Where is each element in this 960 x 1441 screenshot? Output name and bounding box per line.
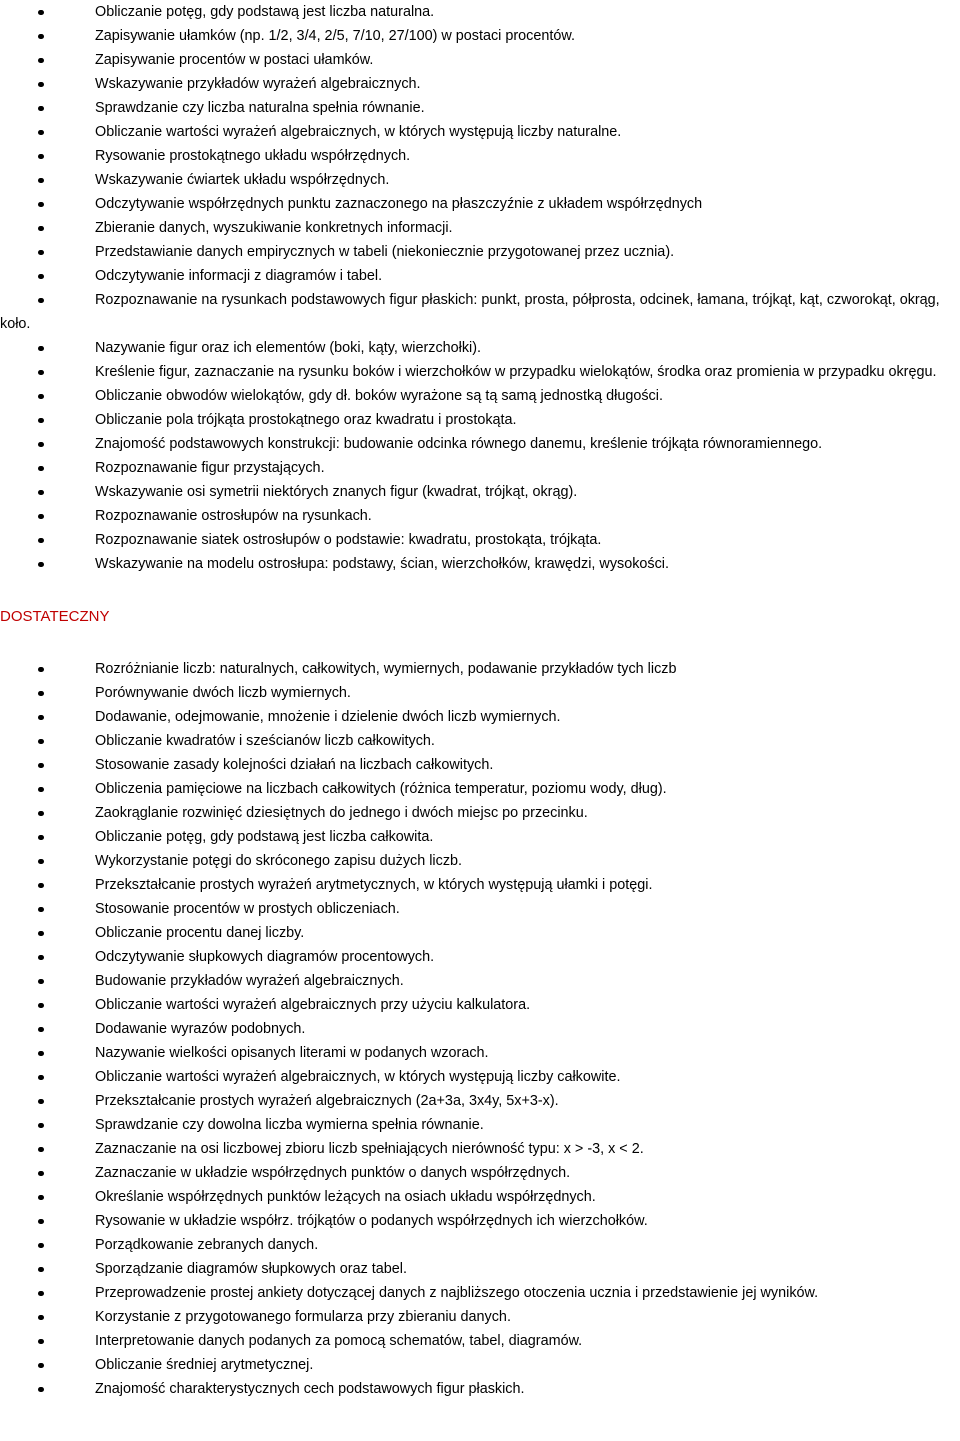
list-item: Znajomość podstawowych konstrukcji: budowanie odcinka równego danemu, kreślenie trójkąta równoramiennego. bbox=[0, 432, 960, 456]
list-item: Dodawanie wyrazów podobnych. bbox=[0, 1017, 960, 1041]
list-item: Wykorzystanie potęgi do skróconego zapisu dużych liczb. bbox=[0, 849, 960, 873]
list-item: Zapisywanie procentów w postaci ułamków. bbox=[0, 48, 960, 72]
list-item: Zapisywanie ułamków (np. 1/2, 3/4, 2/5, 7/10, 27/100) w postaci procentów. bbox=[0, 24, 960, 48]
list-item: Porównywanie dwóch liczb wymiernych. bbox=[0, 681, 960, 705]
list-item: Dodawanie, odejmowanie, mnożenie i dzielenie dwóch liczb wymiernych. bbox=[0, 705, 960, 729]
list-item: Odczytywanie słupkowych diagramów procentowych. bbox=[0, 945, 960, 969]
list-item: Sporządzanie diagramów słupkowych oraz tabel. bbox=[0, 1257, 960, 1281]
list-item: Znajomość charakterystycznych cech podstawowych figur płaskich. bbox=[0, 1377, 960, 1401]
list-item: Wskazywanie przykładów wyrażeń algebraicznych. bbox=[0, 72, 960, 96]
list-item: Sprawdzanie czy dowolna liczba wymierna spełnia równanie. bbox=[0, 1113, 960, 1137]
list-item: Kreślenie figur, zaznaczanie na rysunku boków i wierzchołków w przypadku wielokątów, środka oraz promienia w przypadku okręgu. bbox=[0, 360, 960, 384]
list-item: Przekształcanie prostych wyrażeń arytmetycznych, w których występują ułamki i potęgi. bbox=[0, 873, 960, 897]
list-item: Nazywanie wielkości opisanych literami w podanych wzorach. bbox=[0, 1041, 960, 1065]
list-item: Obliczanie kwadratów i sześcianów liczb całkowitych. bbox=[0, 729, 960, 753]
list-item: Zbieranie danych, wyszukiwanie konkretnych informacji. bbox=[0, 216, 960, 240]
list-item: Rozróżnianie liczb: naturalnych, całkowitych, wymiernych, podawanie przykładów tych liczb bbox=[0, 657, 960, 681]
list-item: Odczytywanie informacji z diagramów i tabel. bbox=[0, 264, 960, 288]
list-item: Obliczanie średniej arytmetycznej. bbox=[0, 1353, 960, 1377]
list-item: Porządkowanie zebranych danych. bbox=[0, 1233, 960, 1257]
list-item: Obliczanie wartości wyrażeń algebraicznych, w których występują liczby naturalne. bbox=[0, 120, 960, 144]
list-item: Wskazywanie na modelu ostrosłupa: podstawy, ścian, wierzchołków, krawędzi, wysokości. bbox=[0, 552, 960, 576]
list-item: Korzystanie z przygotowanego formularza przy zbieraniu danych. bbox=[0, 1305, 960, 1329]
list-item: Przekształcanie prostych wyrażeń algebraicznych (2a+3a, 3x4y, 5x+3-x). bbox=[0, 1089, 960, 1113]
list-item: Stosowanie procentów w prostych obliczeniach. bbox=[0, 897, 960, 921]
section-heading-dostateczny: DOSTATECZNY bbox=[0, 608, 110, 625]
list-item: Rozpoznawanie siatek ostrosłupów o podstawie: kwadratu, prostokąta, trójkąta. bbox=[0, 528, 960, 552]
list-item: Przeprowadzenie prostej ankiety dotyczącej danych z najbliższego otoczenia ucznia i przedstawienie jej wyników. bbox=[0, 1281, 960, 1305]
list-item: Obliczanie obwodów wielokątów, gdy dł. boków wyrażone są tą samą jednostką długości. bbox=[0, 384, 960, 408]
list-item: Budowanie przykładów wyrażeń algebraicznych. bbox=[0, 969, 960, 993]
list-item: Rysowanie prostokątnego układu współrzędnych. bbox=[0, 144, 960, 168]
list-item: Obliczanie procentu danej liczby. bbox=[0, 921, 960, 945]
section-gap bbox=[0, 629, 960, 657]
list-item: Obliczenia pamięciowe na liczbach całkowitych (różnica temperatur, poziomu wody, dług). bbox=[0, 777, 960, 801]
list-item: Obliczanie potęg, gdy podstawą jest liczba naturalna. bbox=[0, 0, 960, 24]
list-item: Rozpoznawanie figur przystających. bbox=[0, 456, 960, 480]
list-item: Zaokrąglanie rozwinięć dziesiętnych do jednego i dwóch miejsc po przecinku. bbox=[0, 801, 960, 825]
list-item: Rysowanie w układzie współrz. trójkątów o podanych współrzędnych ich wierzchołków. bbox=[0, 1209, 960, 1233]
list-item: Rozpoznawanie ostrosłupów na rysunkach. bbox=[0, 504, 960, 528]
list-item: Wskazywanie osi symetrii niektórych znanych figur (kwadrat, trójkąt, okrąg). bbox=[0, 480, 960, 504]
list-item: Nazywanie figur oraz ich elementów (boki, kąty, wierzchołki). bbox=[0, 336, 960, 360]
list-item: Obliczanie potęg, gdy podstawą jest liczba całkowita. bbox=[0, 825, 960, 849]
list-item: Rozpoznawanie na rysunkach podstawowych figur płaskich: punkt, prosta, półprosta, odcinek, łamana, trójkąt, kąt, czworokąt, okrąg, koło. bbox=[0, 288, 960, 336]
section-gap bbox=[0, 576, 960, 605]
list-item: Sprawdzanie czy liczba naturalna spełnia równanie. bbox=[0, 96, 960, 120]
list-item: Stosowanie zasady kolejności działań na liczbach całkowitych. bbox=[0, 753, 960, 777]
list-item: Obliczanie pola trójkąta prostokątnego oraz kwadratu i prostokąta. bbox=[0, 408, 960, 432]
list-item: Odczytywanie współrzędnych punktu zaznaczonego na płaszczyźnie z układem współrzędnych bbox=[0, 192, 960, 216]
list-item: Zaznaczanie na osi liczbowej zbioru liczb spełniających nierówność typu: x > -3, x < 2. bbox=[0, 1137, 960, 1161]
requirements-list-top bbox=[0, 0, 960, 576]
list-item: Obliczanie wartości wyrażeń algebraicznych przy użyciu kalkulatora. bbox=[0, 993, 960, 1017]
list-item: Zaznaczanie w układzie współrzędnych punktów o danych współrzędnych. bbox=[0, 1161, 960, 1185]
list-item: Wskazywanie ćwiartek układu współrzędnych. bbox=[0, 168, 960, 192]
list-item: Interpretowanie danych podanych za pomocą schematów, tabel, diagramów. bbox=[0, 1329, 960, 1353]
list-item: Przedstawianie danych empirycznych w tabeli (niekoniecznie przygotowanej przez ucznia). bbox=[0, 240, 960, 264]
requirements-list-dostateczny bbox=[0, 657, 960, 1401]
list-item: Obliczanie wartości wyrażeń algebraicznych, w których występują liczby całkowite. bbox=[0, 1065, 960, 1089]
list-item: Określanie współrzędnych punktów leżących na osiach układu współrzędnych. bbox=[0, 1185, 960, 1209]
